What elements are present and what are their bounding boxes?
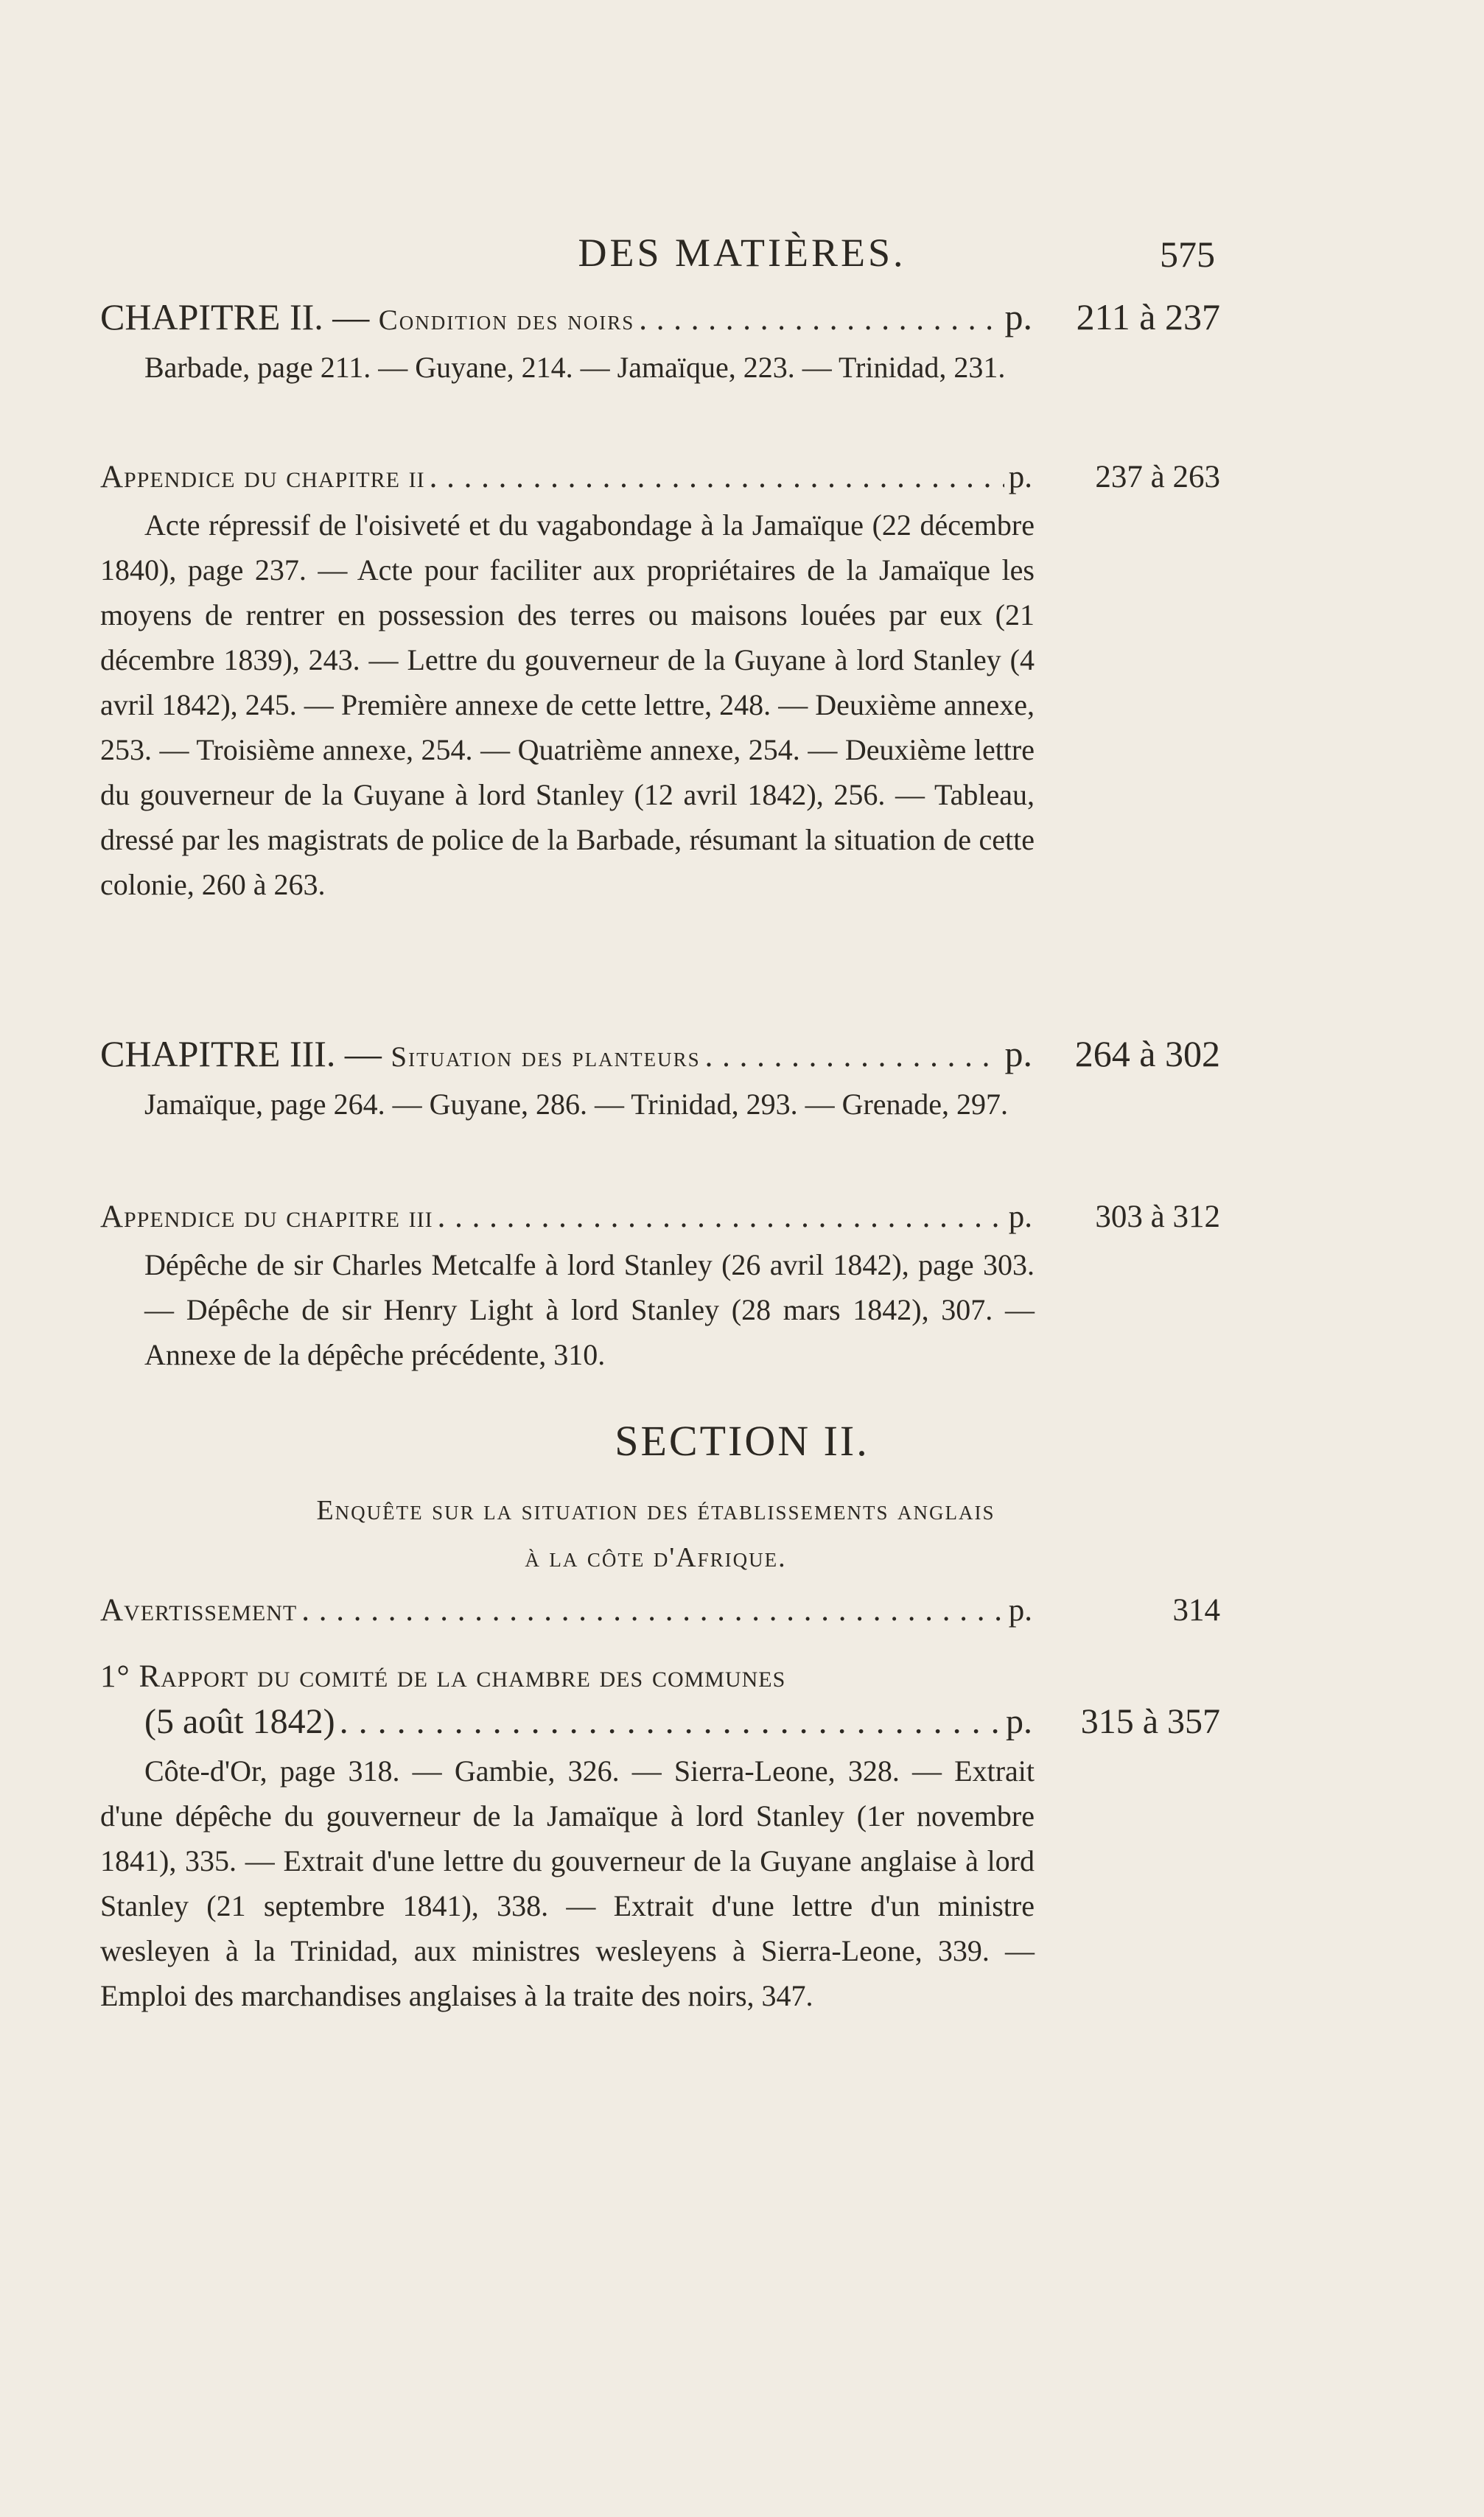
entry-title-line-2: (5 août 1842) (144, 1701, 335, 1741)
leader-dots (705, 1037, 1001, 1076)
page-prefix: p. (1008, 1593, 1032, 1628)
toc-entry-appendice-2 (100, 458, 1220, 907)
page-range: 264 à 302 (1074, 1033, 1220, 1074)
page-range: 314 (1172, 1593, 1220, 1628)
toc-entry-appendice-3 (100, 1198, 1220, 1377)
leader-dots (639, 301, 1000, 339)
running-title: DES MATIÈRES. (578, 231, 906, 275)
section-subtitle-line-2: à la côte d'Afrique. (525, 1542, 787, 1573)
entry-title: Appendice du chapitre iii (100, 1200, 433, 1234)
page-range: 211 à 237 (1076, 296, 1220, 337)
entry-title: Avertissement (100, 1593, 298, 1628)
entry-description: Barbade, page 211. — Guyane, 214. — Jamaïque, 223. — Trinidad, 231. (144, 351, 1006, 384)
page-range: 315 à 357 (1080, 1701, 1220, 1741)
leader-dots (430, 458, 1004, 497)
page-prefix: p. (1008, 460, 1032, 494)
section-title: SECTION II. (615, 1417, 869, 1465)
page-range: 237 à 263 (1095, 460, 1220, 494)
entry-title-line-1: 1° Rapport du comité de la chambre des communes (100, 1659, 786, 1694)
leader-dots (340, 1701, 1001, 1743)
page-prefix: p. (1006, 1701, 1032, 1741)
entry-description: Jamaïque, page 264. — Guyane, 286. — Trinidad, 293. — Grenade, 297. (144, 1088, 1009, 1121)
page-prefix: p. (1008, 1200, 1032, 1234)
toc-entry-rapport-comite (100, 1658, 1220, 2018)
toc-entry-chapitre-2 (100, 295, 1220, 390)
page-number: 575 (1160, 234, 1215, 275)
entry-description: Acte répressif de l'oisiveté et du vagabondage à la Jamaïque (22 décembre 1840), page 237. — Acte pour faciliter aux propriétaires de la Jamaïque les moyens de rentrer en possession des terres ou maisons louées par eux (21 décembre 1839), 243. — Lettre du gouverneur de la Guyane à lord Stanley (4 avril 1842), 245. — Première annexe de cette lettre, 248. — Deuxième annexe, 253. — Troisième annexe, 254. — Quatrième annexe, 254. — Deuxième lettre du gouverneur de la Guyane à lord Stanley (12 avril 1842), 256. — Tableau, dressé par les magistrats de police de la Barbade, résumant la situation de cette colonie, 260 à 263. (100, 508, 1035, 901)
toc-entry-chapitre-3 (100, 1032, 1220, 1127)
page-header (0, 230, 1484, 289)
toc-entry-avertissement (100, 1592, 1220, 1630)
page-prefix: p. (1004, 1033, 1032, 1074)
page-range: 303 à 312 (1095, 1200, 1220, 1234)
page-prefix: p. (1004, 296, 1032, 337)
leader-dots (301, 1592, 1004, 1630)
entry-description: Dépêche de sir Charles Metcalfe à lord Stanley (26 avril 1842), page 303. — Dépêche de sir Henry Light à lord Stanley (28 mars 1842), 307. — Annexe de la dépêche précédente, 310. (144, 1247, 1035, 1371)
entry-title: CHAPITRE III. — Situation des planteurs (100, 1033, 701, 1074)
section-subtitle-line-1: Enquête sur la situation des établissements anglais (316, 1495, 995, 1526)
leader-dots (438, 1198, 1004, 1236)
entry-title: CHAPITRE II. — Condition des noirs (100, 296, 635, 337)
entry-description: Côte-d'Or, page 318. — Gambie, 326. — Sierra-Leone, 328. — Extrait d'une dépêche du gouverneur de la Jamaïque à lord Stanley (1er novembre 1841), 335. — Extrait d'une lettre du gouverneur de la Guyane anglaise à lord Stanley (21 septembre 1841), 338. — Extrait d'une lettre d'un ministre wesleyen à la Trinidad, aux ministres wesleyens à Sierra-Leone, 339. — Emploi des marchandises anglaises à la traite des noirs, 347. (100, 1754, 1035, 2013)
entry-title: Appendice du chapitre ii (100, 460, 425, 494)
